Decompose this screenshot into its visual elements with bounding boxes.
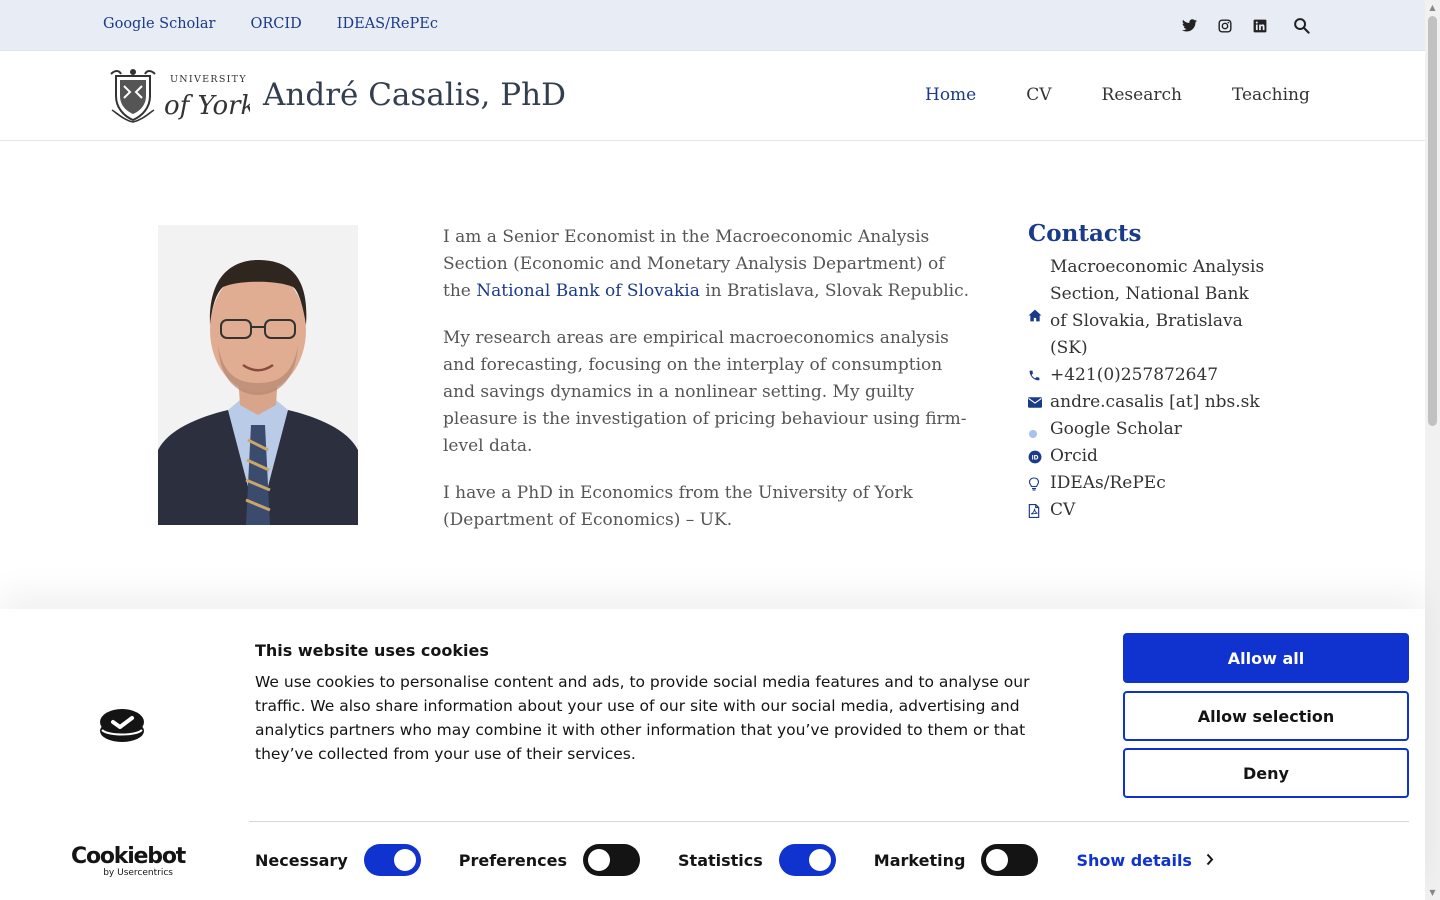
profile-photo: [158, 225, 358, 525]
envelope-icon: [1028, 389, 1050, 416]
toggle-statistics-label: Statistics: [678, 850, 763, 870]
bio-paragraph-1: [443, 224, 973, 305]
contact-address: [1028, 254, 1268, 362]
toggle-necessary-label: Necessary: [255, 850, 348, 870]
search-icon[interactable]: [1293, 17, 1310, 34]
nav-home[interactable]: Home: [925, 85, 977, 105]
contacts-title: Contacts: [1028, 220, 1142, 247]
toggle-preferences-label: Preferences: [458, 850, 568, 870]
top-links: [103, 16, 438, 32]
contact-orcid[interactable]: [1028, 443, 1268, 470]
contact-scholar-text[interactable]: Google Scholar: [1050, 419, 1182, 439]
ideas-repec-link[interactable]: IDEAS/RePEc: [336, 16, 438, 32]
contact-phone: [1028, 362, 1268, 389]
linkedin-icon[interactable]: [1251, 17, 1268, 34]
google-scholar-icon: [1028, 416, 1050, 443]
show-details-label[interactable]: Show details: [1076, 850, 1192, 870]
scroll-up-arrow-icon[interactable]: ▲: [1429, 3, 1436, 12]
nav-research[interactable]: Research: [1101, 85, 1182, 105]
cookie-consent-banner: [0, 609, 1425, 900]
site-header: [0, 51, 1425, 141]
scrollbar-thumb[interactable]: [1428, 16, 1437, 426]
orcid-link[interactable]: ORCID: [250, 16, 302, 32]
contact-address-text: Macroeconomic Analysis Section, National Bank of Slovakia, Bratislava (SK): [1050, 257, 1265, 358]
toggle-preferences-switch[interactable]: [583, 844, 640, 876]
phone-icon: [1028, 362, 1050, 389]
nav-cv[interactable]: CV: [1026, 85, 1052, 105]
toggle-necessary: [255, 844, 421, 876]
contact-scholar[interactable]: [1028, 416, 1268, 443]
bio-p1-text-end: in Bratislava, Slovak Republic.: [699, 281, 970, 301]
deny-button[interactable]: Deny: [1123, 748, 1409, 798]
bio-p1-text: I am a Senior Economist in the Macroeconomic Analysis Section (Economic and Monetary Analysis Department) of the: [443, 227, 945, 301]
toggle-marketing-switch[interactable]: [981, 844, 1038, 876]
toggle-statistics: [678, 844, 836, 876]
allow-all-button[interactable]: Allow all: [1123, 633, 1409, 683]
university-of-york-logo[interactable]: [110, 68, 250, 124]
social-links: [1181, 17, 1310, 34]
svg-text:iD: iD: [1031, 454, 1039, 461]
contact-cv-text[interactable]: CV: [1050, 500, 1076, 520]
contact-cv[interactable]: [1028, 497, 1268, 524]
national-bank-link[interactable]: National Bank of Slovakia: [476, 281, 700, 301]
site-title[interactable]: André Casalis, PhD: [263, 77, 566, 113]
contact-phone-text: +421(0)257872647: [1050, 365, 1219, 385]
contacts-panel: [1028, 220, 1268, 524]
contact-email: [1028, 389, 1268, 416]
twitter-icon[interactable]: [1181, 17, 1198, 34]
toggle-marketing: [874, 844, 1039, 876]
cookiebot-brand-sub: by Usercentrics: [103, 868, 173, 878]
page-scrollbar[interactable]: [1425, 0, 1440, 900]
svg-text:UNIVERSITY: UNIVERSITY: [170, 74, 247, 85]
contact-email-text: andre.casalis [at] nbs.sk: [1050, 392, 1260, 412]
main-nav: [925, 85, 1310, 105]
scroll-down-arrow-icon[interactable]: ▼: [1429, 888, 1436, 897]
cookiebot-logo[interactable]: [71, 844, 186, 878]
toggle-statistics-switch[interactable]: [779, 844, 836, 876]
lightbulb-icon: [1028, 470, 1050, 497]
top-bar: [0, 0, 1425, 51]
instagram-icon[interactable]: [1216, 17, 1233, 34]
chevron-right-icon: [1206, 851, 1214, 870]
cookiebot-icon: [99, 707, 145, 743]
cookiebot-brand-name: Cookiebot: [71, 844, 186, 869]
contact-ideas-text[interactable]: IDEAs/RePEc: [1050, 473, 1166, 493]
toggle-preferences: [459, 844, 640, 876]
pdf-file-icon: [1028, 497, 1050, 524]
orcid-icon: [1028, 443, 1050, 470]
contact-ideas[interactable]: [1028, 470, 1268, 497]
svg-text:of York: of York: [164, 91, 250, 121]
bio-paragraph-3: I have a PhD in Economics from the University of York (Department of Economics) – UK.: [443, 483, 913, 530]
show-details-link[interactable]: [1076, 851, 1214, 870]
cookie-title: This website uses cookies: [255, 641, 489, 660]
toggle-marketing-label: Marketing: [873, 850, 966, 870]
bio-text: [443, 224, 973, 554]
toggle-necessary-switch[interactable]: [364, 844, 421, 876]
nav-teaching[interactable]: Teaching: [1231, 85, 1310, 105]
contact-orcid-text[interactable]: Orcid: [1050, 446, 1098, 466]
allow-selection-button[interactable]: Allow selection: [1123, 691, 1409, 741]
bio-paragraph-2: My research areas are empirical macroeconomics analysis and forecasting, focusing on the interplay of consumption and savings dynamics in a nonlinear setting. My guilty pleasure is the investigation of pricing behaviour using firm-level data.: [443, 328, 967, 456]
cookie-description: We use cookies to personalise content and ads, to provide social media features and to analyse our traffic. We also share information about your use of our site with our social media, advertising and analytics partners who may combine it with other information that you’ve provided to them or that they’ve collected from your use of their services.: [255, 673, 1030, 763]
cookie-divider: [249, 821, 1409, 822]
cookie-category-toggles: [255, 844, 1214, 876]
home-icon: [1028, 254, 1050, 362]
google-scholar-link[interactable]: Google Scholar: [103, 16, 216, 32]
